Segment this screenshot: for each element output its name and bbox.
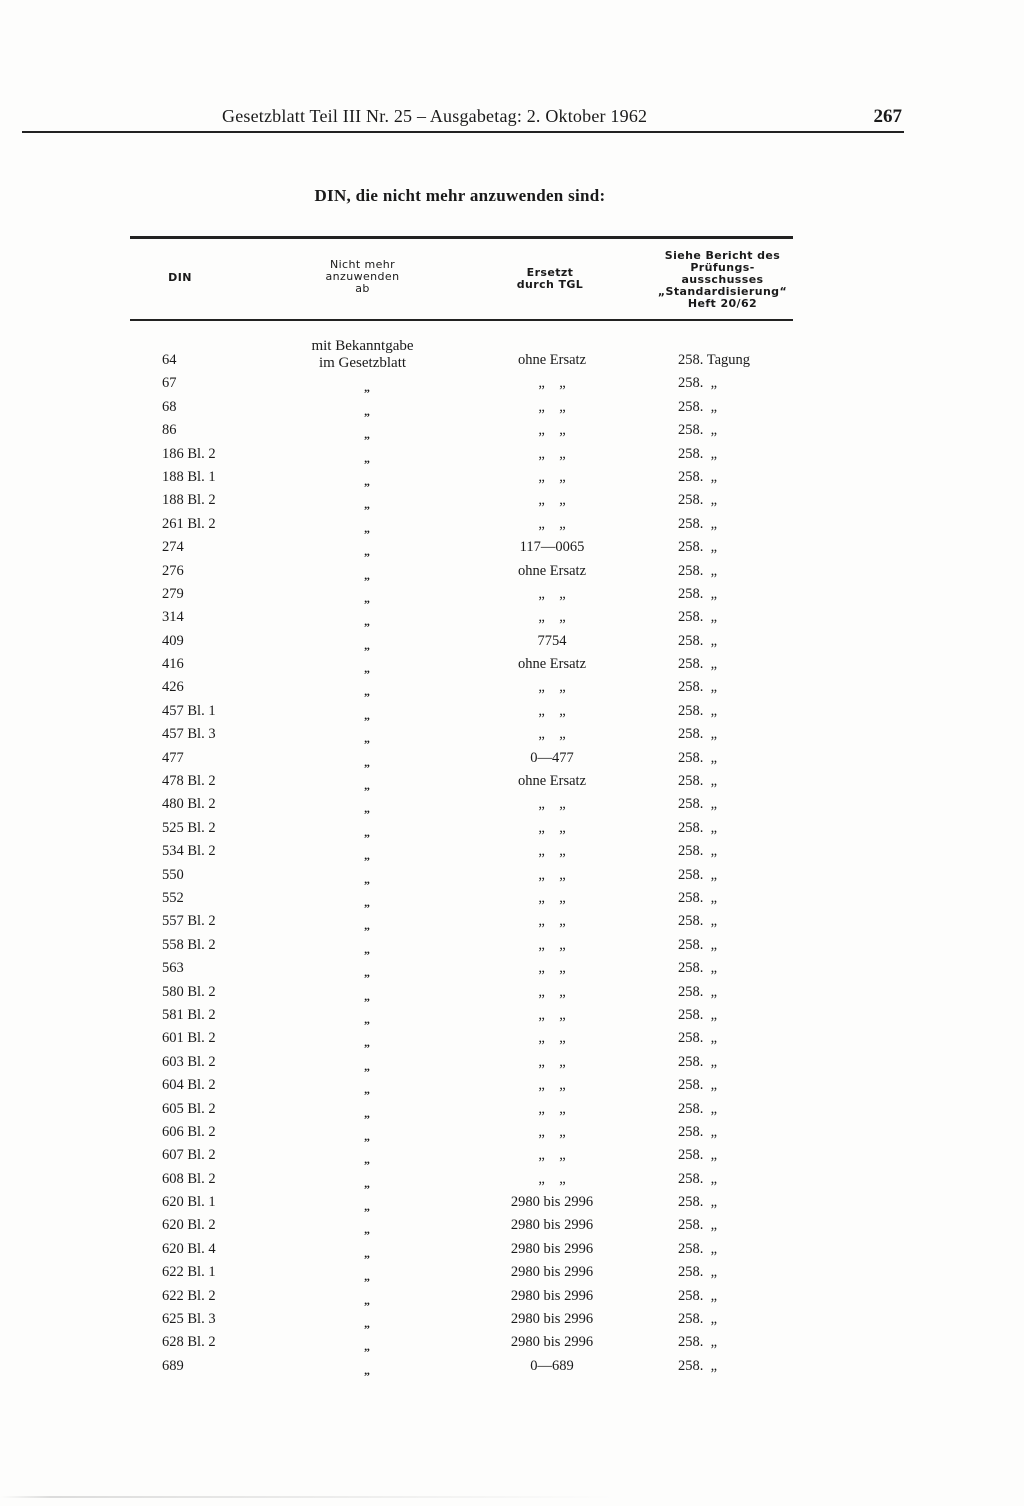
table-row: [0, 820, 1024, 843]
table-row: [0, 1054, 1024, 1077]
din-cell: 550: [162, 866, 184, 883]
nicht-mehr-cell: „: [364, 1199, 370, 1214]
din-cell: 274: [162, 539, 184, 556]
din-cell: 188 Bl. 1: [162, 468, 216, 485]
ersetzt-cell: „ „: [538, 1077, 566, 1094]
din-cell: 580 Bl. 2: [162, 983, 216, 1000]
nicht-mehr-cell: „: [364, 778, 370, 793]
table-row: [0, 352, 1024, 375]
ersetzt-cell: „ „: [538, 889, 566, 906]
table-row: [0, 1358, 1024, 1381]
table-header-rule: [130, 319, 793, 321]
ersetzt-cell: 2980 bis 2996: [510, 1311, 594, 1328]
nicht-mehr-cell: „: [364, 684, 370, 699]
nicht-mehr-cell: „: [364, 1082, 370, 1097]
table-row: [0, 586, 1024, 609]
nicht-mehr-cell: „: [364, 427, 370, 442]
nicht-mehr-cell: „: [364, 1362, 370, 1377]
din-cell: 478 Bl. 2: [162, 773, 216, 790]
din-cell: 620 Bl. 1: [162, 1194, 216, 1211]
ersetzt-cell: „ „: [538, 1030, 566, 1047]
din-cell: 552: [162, 889, 184, 906]
siehe-cell: 258. „: [678, 562, 718, 579]
ersetzt-cell: 0—477: [530, 749, 574, 766]
table-row: [0, 422, 1024, 445]
table-row: [0, 1311, 1024, 1334]
table-row: [0, 679, 1024, 702]
siehe-cell: 258. „: [678, 796, 718, 813]
table-row: [0, 843, 1024, 866]
column-header-siehe-line: Siehe Bericht des: [664, 249, 781, 262]
header-rule: [22, 131, 904, 133]
nicht-mehr-cell: „: [364, 988, 370, 1003]
nicht-mehr-cell: „: [364, 941, 370, 956]
nicht-mehr-cell: „: [364, 473, 370, 488]
ersetzt-cell: „ „: [538, 422, 566, 439]
ersetzt-cell: „ „: [538, 468, 566, 485]
nicht-mehr-cell: „: [364, 520, 370, 535]
siehe-cell: 258. „: [678, 1194, 718, 1211]
siehe-cell: 258. „: [678, 1170, 718, 1187]
nicht-mehr-cell: „: [364, 801, 370, 816]
table-row: [0, 492, 1024, 515]
din-cell: 68: [162, 398, 177, 415]
nicht-mehr-cell: „: [364, 894, 370, 909]
column-header-siehe-line: Prüfungs-: [690, 261, 755, 274]
ersetzt-cell: „ „: [538, 726, 566, 743]
table-row: [0, 1194, 1024, 1217]
din-cell: 608 Bl. 2: [162, 1170, 216, 1187]
table-row: [0, 1171, 1024, 1194]
siehe-cell: 258. „: [678, 1357, 718, 1374]
siehe-cell: 258. „: [678, 749, 718, 766]
nicht-mehr-cell: „: [364, 1292, 370, 1307]
ersetzt-cell: „ „: [538, 492, 566, 509]
ersetzt-cell: 2980 bis 2996: [510, 1287, 594, 1304]
siehe-cell: 258. „: [678, 422, 718, 439]
nicht-mehr-cell: „: [364, 450, 370, 465]
nicht-mehr-cell: „: [364, 848, 370, 863]
column-header-ersetzt-line: Ersetzt: [526, 266, 574, 279]
nicht-mehr-cell: „: [364, 1011, 370, 1026]
ersetzt-cell: „ „: [538, 936, 566, 953]
table-row: [0, 609, 1024, 632]
nicht-mehr-cell: „: [364, 1105, 370, 1120]
ersetzt-cell: ohne Ersatz: [517, 562, 587, 579]
siehe-cell: 258. „: [678, 492, 718, 509]
din-cell: 581 Bl. 2: [162, 1006, 216, 1023]
table-row: [0, 1241, 1024, 1264]
din-cell: 186 Bl. 2: [162, 445, 216, 462]
table-row: [0, 984, 1024, 1007]
table-row: [0, 446, 1024, 469]
ersetzt-cell: „ „: [538, 819, 566, 836]
table-row: [0, 796, 1024, 819]
siehe-cell: 258. „: [678, 656, 718, 673]
siehe-cell: 258. „: [678, 1217, 718, 1234]
din-cell: 622 Bl. 1: [162, 1264, 216, 1281]
nicht-mehr-cell: „: [364, 707, 370, 722]
nicht-mehr-cell: „: [364, 1035, 370, 1050]
siehe-cell: 258. „: [678, 1030, 718, 1047]
din-cell: 607 Bl. 2: [162, 1147, 216, 1164]
column-header-nicht-mehr: [300, 259, 425, 295]
column-header-nicht-mehr-line: Nicht mehr: [329, 258, 396, 271]
table-row: [0, 1217, 1024, 1240]
ersetzt-cell: „ „: [538, 375, 566, 392]
din-cell: 606 Bl. 2: [162, 1123, 216, 1140]
ersetzt-cell: 2980 bis 2996: [510, 1264, 594, 1281]
page-header: [22, 106, 904, 134]
siehe-cell: 258. „: [678, 1006, 718, 1023]
nicht-mehr-cell: „: [364, 497, 370, 512]
table-row: [0, 539, 1024, 562]
ersetzt-cell: „ „: [538, 866, 566, 883]
column-header-siehe-line: Heft 20/62: [687, 297, 758, 310]
din-cell: 67: [162, 375, 177, 392]
ersetzt-cell: ohne Ersatz: [517, 656, 587, 673]
ersetzt-cell: „ „: [538, 1170, 566, 1187]
siehe-cell: 258. „: [678, 1334, 718, 1351]
table-row: [0, 1124, 1024, 1147]
ersetzt-cell: „ „: [538, 609, 566, 626]
din-cell: 558 Bl. 2: [162, 936, 216, 953]
siehe-cell: 258. „: [678, 1123, 718, 1140]
column-header-din: DIN: [168, 271, 192, 284]
ersetzt-cell: ohne Ersatz: [517, 352, 587, 368]
first-row-note-line: im Gesetzblatt: [318, 355, 407, 371]
first-row-note-line: mit Bekanntgabe: [311, 338, 414, 354]
siehe-cell: 258. „: [678, 866, 718, 883]
siehe-cell: 258. „: [678, 702, 718, 719]
table-row: [0, 726, 1024, 749]
nicht-mehr-cell: „: [364, 661, 370, 676]
din-cell: 603 Bl. 2: [162, 1053, 216, 1070]
din-cell: 426: [162, 679, 184, 696]
ersetzt-cell: 2980 bis 2996: [510, 1194, 594, 1211]
ersetzt-cell: „ „: [538, 398, 566, 415]
nicht-mehr-cell: „: [364, 965, 370, 980]
table-row: [0, 399, 1024, 422]
siehe-cell: 258. „: [678, 609, 718, 626]
ersetzt-cell: „ „: [538, 515, 566, 532]
siehe-cell: 258. „: [678, 726, 718, 743]
ersetzt-cell: „ „: [538, 1123, 566, 1140]
header-title: Gesetzblatt Teil III Nr. 25 – Ausgabetag: 2. Oktober 1962: [222, 106, 648, 126]
column-header-siehe-line: ausschusses: [681, 273, 764, 286]
siehe-cell: 258. „: [678, 983, 718, 1000]
table-row: [0, 867, 1024, 890]
table-row: [0, 773, 1024, 796]
din-cell: 416: [162, 656, 184, 673]
nicht-mehr-cell: „: [364, 1152, 370, 1167]
siehe-cell: 258. „: [678, 1264, 718, 1281]
table-row: [0, 960, 1024, 983]
siehe-cell: 258. „: [678, 1147, 718, 1164]
ersetzt-cell: „ „: [538, 1053, 566, 1070]
table-body: [0, 352, 1024, 1381]
nicht-mehr-cell: „: [364, 1245, 370, 1260]
ersetzt-cell: „ „: [538, 843, 566, 860]
ersetzt-cell: „ „: [538, 1147, 566, 1164]
nicht-mehr-cell: „: [364, 614, 370, 629]
ersetzt-cell: 2980 bis 2996: [510, 1240, 594, 1257]
ersetzt-cell: „ „: [538, 796, 566, 813]
ersetzt-cell: 7754: [537, 632, 567, 649]
din-cell: 601 Bl. 2: [162, 1030, 216, 1047]
siehe-cell: 258. „: [678, 889, 718, 906]
nicht-mehr-cell: „: [364, 824, 370, 839]
din-cell: 477: [162, 749, 184, 766]
nicht-mehr-cell: „: [364, 1175, 370, 1190]
din-cell: 557 Bl. 2: [162, 913, 216, 930]
siehe-cell: 258. „: [678, 632, 718, 649]
ersetzt-cell: „ „: [538, 1100, 566, 1117]
table-row: [0, 469, 1024, 492]
siehe-cell: 258. „: [678, 1311, 718, 1328]
siehe-cell: 258. „: [678, 1053, 718, 1070]
table-row: [0, 937, 1024, 960]
siehe-cell: 258. „: [678, 585, 718, 602]
din-cell: 620 Bl. 2: [162, 1217, 216, 1234]
page-number: 267: [873, 106, 902, 127]
din-cell: 188 Bl. 2: [162, 492, 216, 509]
ersetzt-cell: „ „: [538, 702, 566, 719]
ersetzt-cell: 2980 bis 2996: [510, 1217, 594, 1234]
table-row: [0, 1147, 1024, 1170]
siehe-cell: 258. „: [678, 1100, 718, 1117]
nicht-mehr-cell: „: [364, 1339, 370, 1354]
table-row: [0, 633, 1024, 656]
din-cell: 276: [162, 562, 184, 579]
table-top-rule: [130, 236, 793, 239]
table-title: DIN, die nicht mehr anzuwenden sind:: [314, 186, 606, 205]
din-cell: 314: [162, 609, 184, 626]
din-cell: 525 Bl. 2: [162, 819, 216, 836]
din-cell: 457 Bl. 1: [162, 702, 216, 719]
siehe-cell: 258. „: [678, 1077, 718, 1094]
column-header-ersetzt: [490, 267, 610, 291]
ersetzt-cell: 0—689: [530, 1357, 574, 1374]
nicht-mehr-cell: „: [364, 1128, 370, 1143]
din-cell: 605 Bl. 2: [162, 1100, 216, 1117]
ersetzt-cell: „ „: [538, 913, 566, 930]
siehe-cell: 258. „: [678, 1287, 718, 1304]
ersetzt-cell: 117—0065: [519, 539, 585, 556]
table-row: [0, 1288, 1024, 1311]
column-header-nicht-mehr-line: anzuwenden: [325, 270, 400, 283]
nicht-mehr-cell: „: [364, 590, 370, 605]
siehe-cell: 258. „: [678, 913, 718, 930]
nicht-mehr-cell: „: [364, 1222, 370, 1237]
column-header-siehe-line: „Standardisierung“: [657, 285, 788, 298]
siehe-cell: 258. „: [678, 819, 718, 836]
nicht-mehr-cell: „: [364, 380, 370, 395]
table-row: [0, 1264, 1024, 1287]
din-cell: 457 Bl. 3: [162, 726, 216, 743]
nicht-mehr-cell: „: [364, 731, 370, 746]
siehe-cell: 258. „: [678, 539, 718, 556]
ersetzt-cell: „ „: [538, 1006, 566, 1023]
siehe-cell: 258. „: [678, 468, 718, 485]
nicht-mehr-cell: „: [364, 637, 370, 652]
siehe-cell: 258. „: [678, 398, 718, 415]
din-cell: 604 Bl. 2: [162, 1077, 216, 1094]
table-row: [0, 1007, 1024, 1030]
table-row: [0, 516, 1024, 539]
ersetzt-cell: „ „: [538, 983, 566, 1000]
ersetzt-cell: „ „: [538, 585, 566, 602]
siehe-cell: 258. „: [678, 375, 718, 392]
din-cell: 689: [162, 1357, 184, 1374]
table-row: [0, 1334, 1024, 1357]
table-row: [0, 656, 1024, 679]
siehe-cell: 258. „: [678, 515, 718, 532]
ersetzt-cell: „ „: [538, 960, 566, 977]
table-row: [0, 913, 1024, 936]
siehe-cell: 258. „: [678, 773, 718, 790]
din-cell: 86: [162, 422, 177, 439]
scan-edge: [0, 1496, 1024, 1498]
table-row: [0, 1101, 1024, 1124]
nicht-mehr-cell: „: [364, 1316, 370, 1331]
siehe-cell: 258. Tagung: [678, 352, 751, 368]
din-cell: 625 Bl. 3: [162, 1311, 216, 1328]
din-cell: 563: [162, 960, 184, 977]
table-row: [0, 375, 1024, 398]
nicht-mehr-cell: „: [364, 567, 370, 582]
table-row: [0, 890, 1024, 913]
siehe-cell: 258. „: [678, 960, 718, 977]
siehe-cell: 258. „: [678, 445, 718, 462]
siehe-cell: 258. „: [678, 1240, 718, 1257]
din-cell: 480 Bl. 2: [162, 796, 216, 813]
nicht-mehr-cell: „: [364, 403, 370, 418]
nicht-mehr-cell: „: [364, 1269, 370, 1284]
din-cell: 620 Bl. 4: [162, 1240, 216, 1257]
nicht-mehr-cell: [355, 352, 379, 357]
column-header-ersetzt-line: durch TGL: [516, 278, 584, 291]
column-header-siehe: [645, 250, 800, 310]
siehe-cell: 258. „: [678, 843, 718, 860]
din-cell: 409: [162, 632, 184, 649]
table-row: [0, 563, 1024, 586]
table-row: [0, 1030, 1024, 1053]
ersetzt-cell: 2980 bis 2996: [510, 1334, 594, 1351]
din-cell: 628 Bl. 2: [162, 1334, 216, 1351]
ersetzt-cell: ohne Ersatz: [517, 773, 587, 790]
nicht-mehr-cell: „: [364, 871, 370, 886]
table-row: [0, 703, 1024, 726]
siehe-cell: 258. „: [678, 936, 718, 953]
din-cell: 622 Bl. 2: [162, 1287, 216, 1304]
table-row: [0, 1077, 1024, 1100]
din-cell: 279: [162, 585, 184, 602]
din-cell: 261 Bl. 2: [162, 515, 216, 532]
din-cell: 64: [162, 352, 177, 368]
nicht-mehr-cell: „: [364, 918, 370, 933]
ersetzt-cell: „ „: [538, 445, 566, 462]
nicht-mehr-cell: „: [364, 544, 370, 559]
din-cell: 534 Bl. 2: [162, 843, 216, 860]
table-row: [0, 750, 1024, 773]
siehe-cell: 258. „: [678, 679, 718, 696]
ersetzt-cell: „ „: [538, 679, 566, 696]
nicht-mehr-cell: „: [364, 754, 370, 769]
nicht-mehr-cell: „: [364, 1058, 370, 1073]
column-header-nicht-mehr-line: ab: [355, 282, 370, 295]
